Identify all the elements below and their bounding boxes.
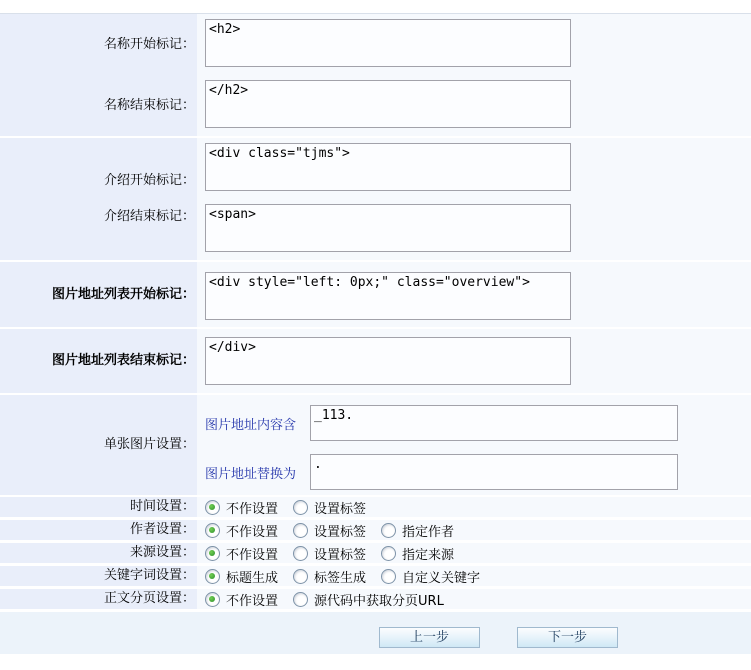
intro-start-tag-label: 介绍开始标记： xyxy=(103,173,195,188)
field-single-image-settings xyxy=(0,395,751,495)
radio-options xyxy=(197,566,751,586)
field-label-cell xyxy=(0,566,197,586)
single-image-label: 单张图片设置： xyxy=(103,437,195,452)
radio-options xyxy=(197,497,751,517)
field-label-cell xyxy=(0,395,197,495)
image-url-contains-textarea[interactable] xyxy=(310,405,678,441)
field-label-cell xyxy=(0,497,197,517)
field-label-cell xyxy=(0,199,197,260)
radio-button[interactable] xyxy=(293,523,308,538)
radio-option-label: 不作设置 xyxy=(226,501,279,517)
group-piclist-start xyxy=(0,262,751,327)
field-intro-start-tag xyxy=(0,138,751,199)
image-url-replace-label: 图片地址替换为 xyxy=(205,466,297,482)
intro-start-tag-textarea[interactable] xyxy=(205,143,571,191)
radio-option xyxy=(293,590,444,609)
keyword-setting-label: 关键字词设置： xyxy=(103,568,195,583)
radio-option xyxy=(293,498,366,517)
radio-option xyxy=(293,567,366,586)
group-piclist-end xyxy=(0,329,751,393)
radio-options xyxy=(197,520,751,540)
piclist-start-tag-label: 图片地址列表开始标记： xyxy=(51,286,195,302)
radio-option-label: 指定作者 xyxy=(402,524,455,540)
radio-option-label: 不作设置 xyxy=(226,524,279,540)
time-setting-label: 时间设置： xyxy=(129,499,195,514)
radio-options xyxy=(197,589,751,609)
radio-option xyxy=(205,567,278,586)
name-end-tag-label: 名称结束标记： xyxy=(103,97,195,113)
field-name-end-tag xyxy=(0,75,751,136)
radio-option-label: 标签生成 xyxy=(314,570,367,586)
intro-end-tag-textarea[interactable] xyxy=(205,204,571,252)
button-band xyxy=(0,612,751,654)
source-setting-label: 来源设置： xyxy=(129,545,195,560)
group-intro-tags xyxy=(0,138,751,260)
radio-button[interactable] xyxy=(381,569,396,584)
radio-option xyxy=(205,521,278,540)
group-name-tags xyxy=(0,14,751,136)
radio-button[interactable] xyxy=(293,546,308,561)
field-intro-end-tag xyxy=(0,199,751,260)
field-label-cell xyxy=(0,589,197,609)
field-label-cell xyxy=(0,329,197,393)
radio-option-label: 设置标签 xyxy=(314,547,367,563)
field-control-cell xyxy=(197,75,751,136)
field-label-cell xyxy=(0,75,197,136)
radio-option-label: 源代码中获取分页URL xyxy=(314,593,444,609)
field-control-cell xyxy=(197,329,751,393)
radio-button[interactable] xyxy=(205,569,220,584)
next-step-button[interactable]: 下一步 xyxy=(517,627,618,648)
radio-button[interactable] xyxy=(293,500,308,515)
piclist-end-tag-textarea[interactable] xyxy=(205,337,571,385)
field-label-cell xyxy=(0,520,197,540)
radio-row-keyword-setting xyxy=(0,566,751,586)
group-single-image xyxy=(0,395,751,495)
field-label-cell xyxy=(0,138,197,199)
radio-option xyxy=(293,521,366,540)
field-control-cell xyxy=(197,14,751,75)
radio-button[interactable] xyxy=(293,592,308,607)
radio-button[interactable] xyxy=(381,523,396,538)
field-piclist-end-tag xyxy=(0,329,751,393)
prev-step-button[interactable]: 上一步 xyxy=(379,627,480,648)
radio-button[interactable] xyxy=(205,500,220,515)
field-label-cell xyxy=(0,262,197,327)
radio-option-label: 不作设置 xyxy=(226,593,279,609)
field-control-cell xyxy=(197,395,751,495)
piclist-end-tag-label: 图片地址列表结束标记： xyxy=(51,353,195,368)
radio-button[interactable] xyxy=(293,569,308,584)
author-setting-label: 作者设置： xyxy=(129,522,195,537)
radio-row-time-setting xyxy=(0,497,751,517)
field-label-cell xyxy=(0,543,197,563)
radio-button[interactable] xyxy=(381,546,396,561)
field-name-start-tag xyxy=(0,14,751,75)
intro-end-tag-label: 介绍结束标记： xyxy=(103,209,195,224)
radio-button[interactable] xyxy=(205,546,220,561)
radio-option xyxy=(205,544,278,563)
radio-option-label: 自定义关键字 xyxy=(402,570,481,586)
name-start-tag-label: 名称开始标记： xyxy=(103,36,195,52)
sub-row-url-contains xyxy=(205,405,751,441)
radio-row-pagination-setting xyxy=(0,589,751,609)
radio-options xyxy=(197,543,751,563)
field-label-cell xyxy=(0,14,197,75)
radio-button[interactable] xyxy=(205,523,220,538)
radio-option-label: 设置标签 xyxy=(314,501,367,517)
name-end-tag-textarea[interactable] xyxy=(205,80,571,128)
radio-option xyxy=(293,544,366,563)
field-control-cell xyxy=(197,199,751,260)
name-start-tag-textarea[interactable] xyxy=(205,19,571,67)
radio-row-author-setting xyxy=(0,520,751,540)
radio-option xyxy=(205,590,278,609)
radio-option-label: 设置标签 xyxy=(314,524,367,540)
radio-option xyxy=(381,567,480,586)
field-control-cell xyxy=(197,262,751,327)
sub-row-url-replace xyxy=(205,454,751,490)
radio-button[interactable] xyxy=(205,592,220,607)
field-control-cell xyxy=(197,138,751,199)
radio-option-label: 指定来源 xyxy=(402,547,455,563)
radio-option-label: 标题生成 xyxy=(226,570,279,586)
top-divider xyxy=(0,0,751,14)
image-url-contains-label: 图片地址内容含 xyxy=(205,417,297,433)
radio-option xyxy=(381,544,454,563)
radio-option xyxy=(205,498,278,517)
radio-option xyxy=(381,521,454,540)
pagination-setting-label: 正文分页设置： xyxy=(103,591,195,606)
image-url-replace-textarea[interactable] xyxy=(310,454,678,490)
radio-option-label: 不作设置 xyxy=(226,547,279,563)
radio-row-source-setting xyxy=(0,543,751,563)
piclist-start-tag-textarea[interactable] xyxy=(205,272,571,320)
field-piclist-start-tag xyxy=(0,262,751,327)
